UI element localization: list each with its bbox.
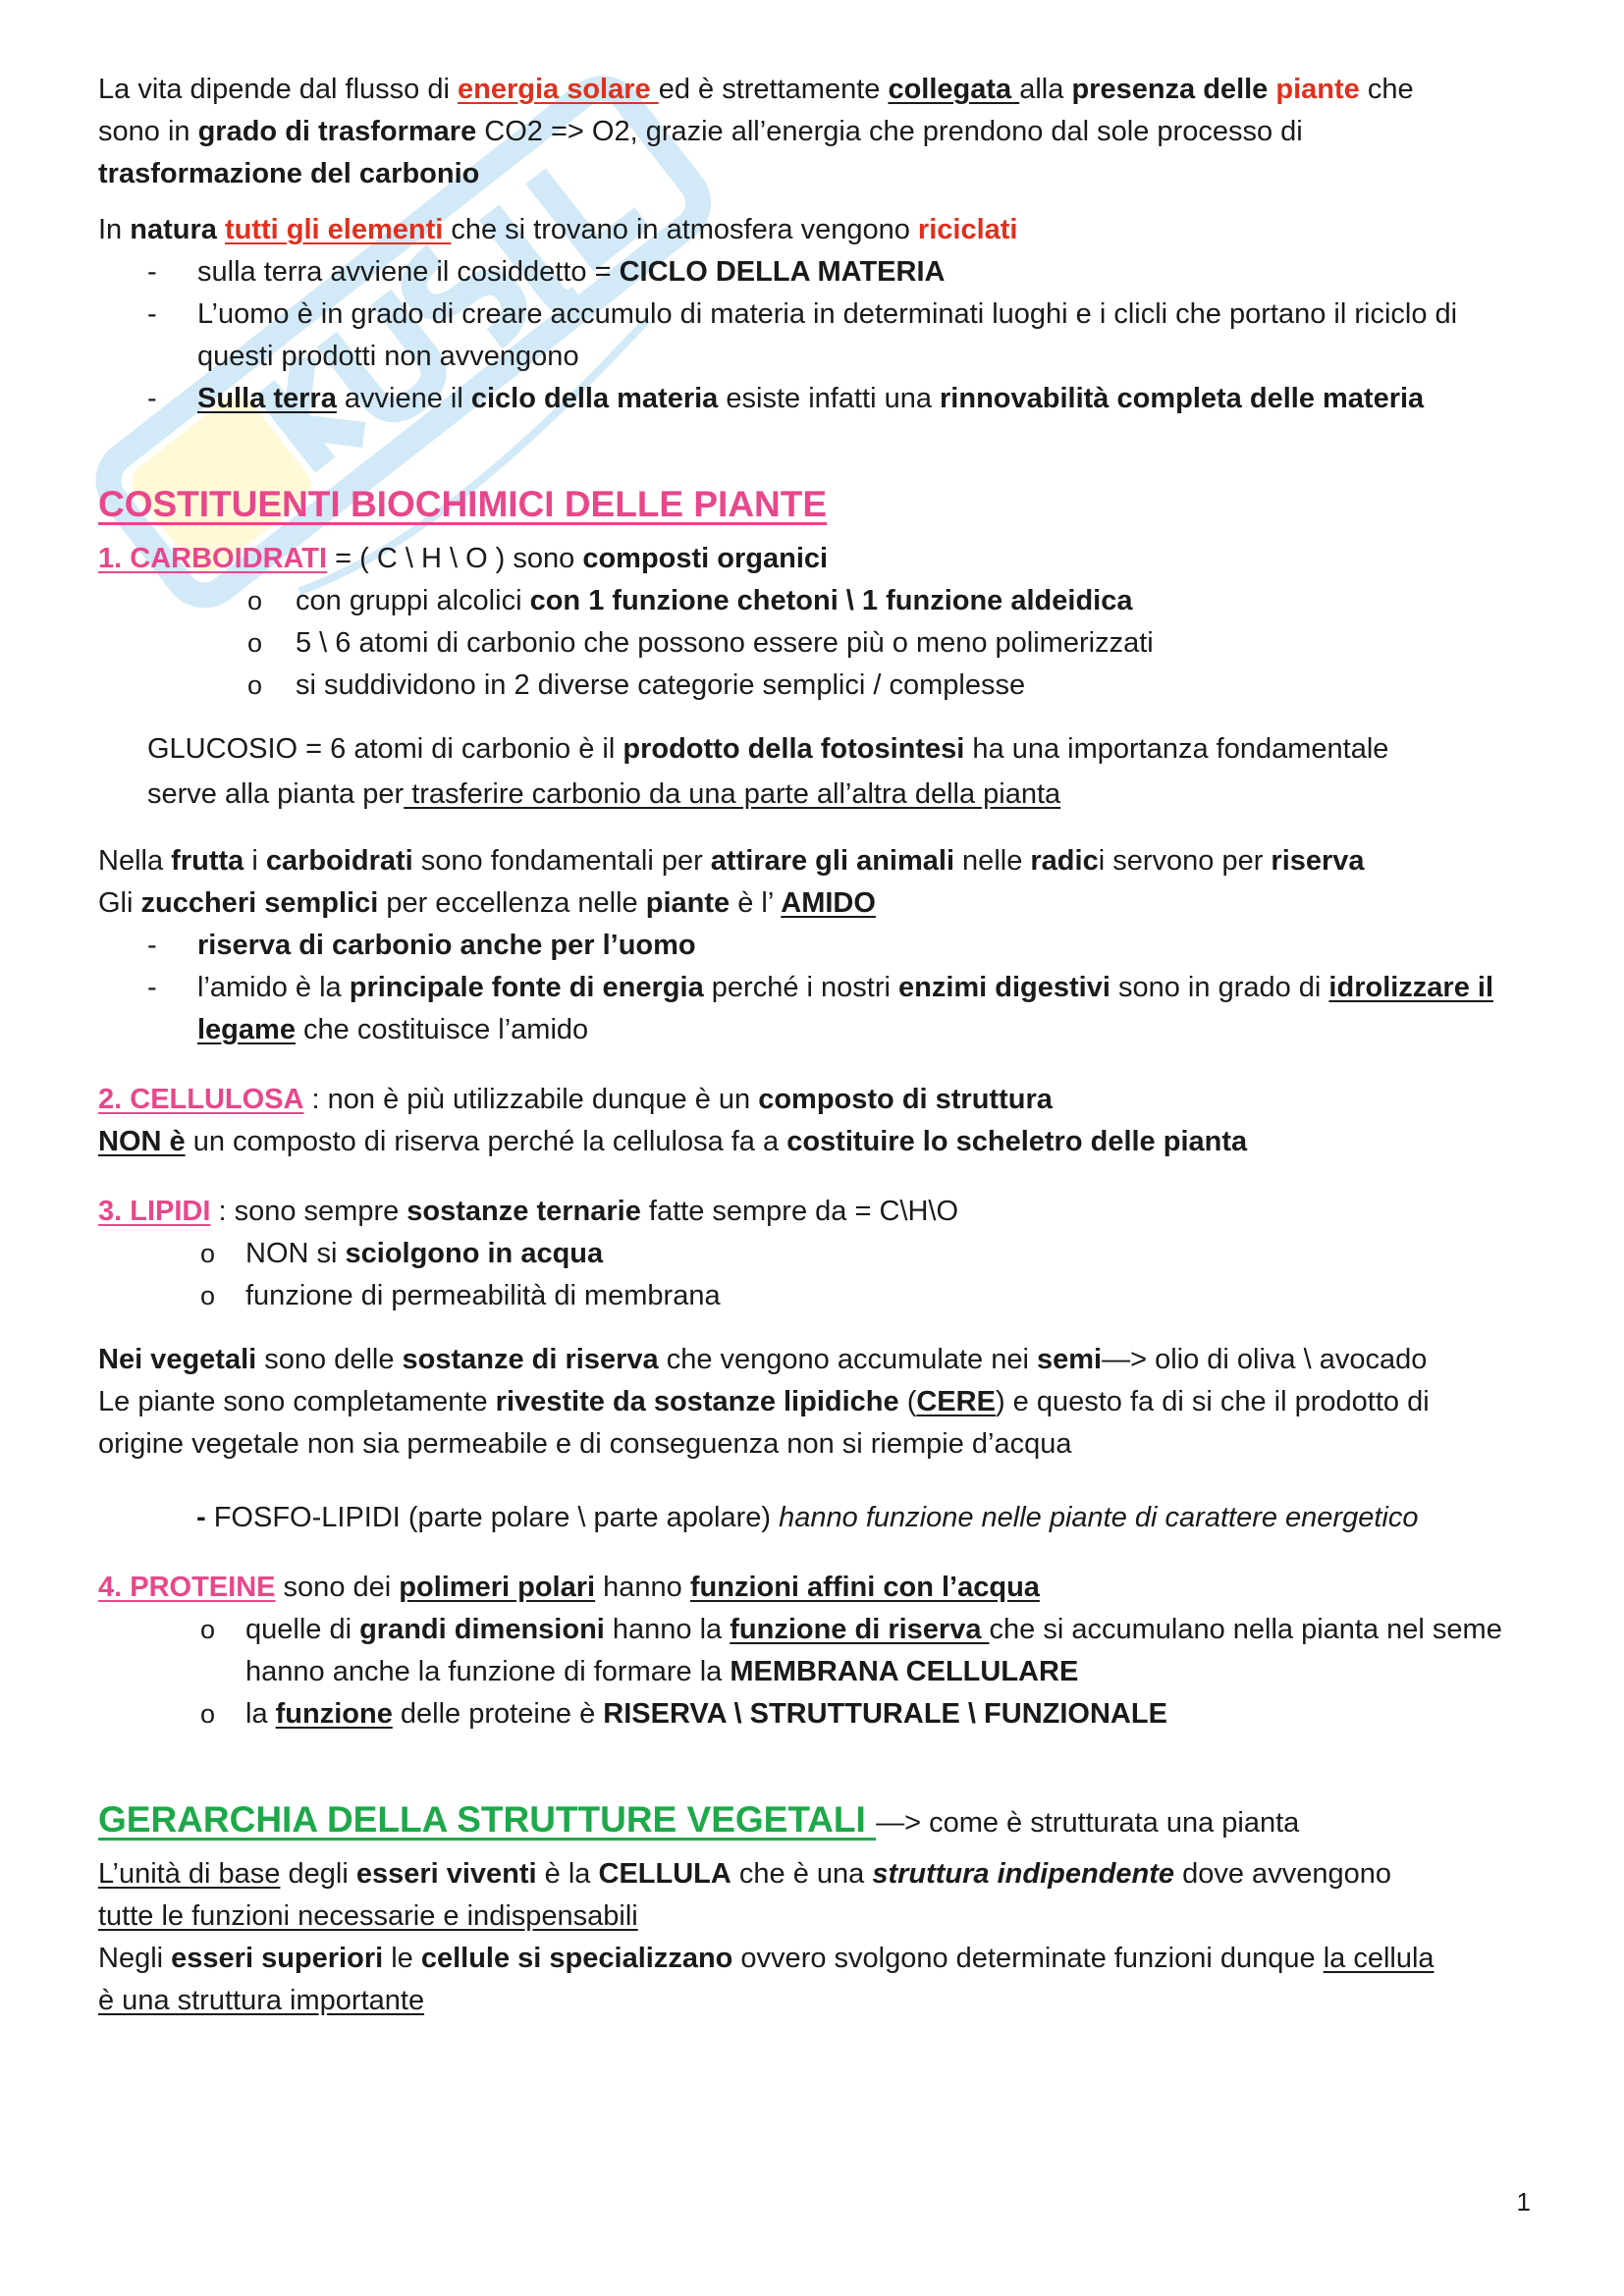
gerarchia-line-2: tutte le funzioni necessarie e indispensabili [98,1900,638,1932]
frutta-line-1: Nella frutta i carboidrati sono fondamentali per attirare gli animali nelle radici servono per riserva [98,845,1365,877]
gerarchia-line-1: L’unità di base degli esseri viventi è la CELLULA che è una struttura indipendente dove avvengono [98,1858,1391,1890]
list-item: - l’amido è la principale fonte di energia perché i nostri enzimi digestivi sono in grado di idrolizzare il legame che costituisce l’amido [98,967,1532,1051]
list-item: - Sulla terra avviene il ciclo della materia esiste infatti una rinnovabilità completa delle materia [98,378,1532,420]
intro-line-1: La vita dipende dal flusso di energia solare ed è strettamente collegata alla presenza delle piante che [98,74,1414,105]
intro-line-3: trasformazione del carbonio [98,158,480,189]
frutta-line-2: Gli zuccheri semplici per eccellenza nelle piante è l’ AMIDO [98,887,876,919]
list-item: o 5 \ 6 atomi di carbonio che possono essere più o meno polimerizzati [247,627,1154,659]
list-item: o con gruppi alcolici con 1 funzione chetoni \ 1 funzione aldeidica [247,585,1133,616]
lipidi-heading: 3. LIPIDI : sono sempre sostanze ternarie fatte sempre da = C\H\O [98,1196,959,1227]
list-item: o si suddividono in 2 diverse categorie semplici / complesse [247,669,1026,701]
cellulosa-line-2: NON è un composto di riserva perché la cellulosa fa a costituire lo scheletro delle pianta [98,1126,1248,1157]
vegetali-line-3: origine vegetale non sia permeabile e di conseguenza non si riempie d’acqua [98,1428,1072,1460]
document-page [98,69,1532,2022]
page-number: 1 [1516,2187,1531,2216]
vegetali-line-2: Le piante sono completamente rivestite da sostanze lipidiche (CERE) e questo fa di si che il prodotto di [98,1386,1430,1417]
glucosio-line-2: serve alla pianta per trasferire carbonio da una parte all’altra della pianta [147,778,1061,810]
list-item: - riserva di carbonio anche per l’uomo [98,925,1532,967]
natura-line: In natura tutti gli elementi che si trovano in atmosfera vengono riciclati [98,214,1018,245]
list-item: o NON si sciolgono in acqua [200,1238,604,1269]
intro-line-2: sono in grado di trasformare CO2 => O2, grazie all’energia che prendono dal sole processo di [98,116,1303,147]
heading-costituenti: COSTITUENTI BIOCHIMICI DELLE PIANTE [98,484,828,524]
gerarchia-line-3: Negli esseri superiori le cellule si specializzano ovvero svolgono determinate funzioni dunque la cellula [98,1943,1435,1974]
glucosio-line-1: GLUCOSIO = 6 atomi di carbonio è il prodotto della fotosintesi ha una importanza fondamentale [147,733,1389,765]
list-item: - sulla terra avviene il cosiddetto = CICLO DELLA MATERIA [98,251,1532,294]
carboidrati-heading: 1. CARBOIDRATI = ( C \ H \ O ) sono composti organici [98,543,829,574]
vegetali-line-1: Nei vegetali sono delle sostanze di riserva che vengono accumulate nei semi—> olio di oliva \ avocado [98,1344,1428,1375]
fosfolipidi-line: - FOSFO-LIPIDI (parte polare \ parte apolare) hanno funzione nelle piante di carattere energetico [196,1502,1419,1533]
list-item: o quelle di grandi dimensioni hanno la funzione di riserva che si accumulano nella pianta nel seme hanno anche la funzione di formare la MEMBRANA CELLULARE [200,1614,1502,1687]
list-item: - L’uomo è in grado di creare accumulo di materia in determinati luoghi e i clicli che portano il riciclo di questi prodotti non avvengono [98,294,1532,378]
proteine-heading: 4. PROTEINE sono dei polimeri polari hanno funzioni affini con l’acqua [98,1572,1040,1603]
heading-gerarchia: GERARCHIA DELLA STRUTTURE VEGETALI —> come è strutturata una pianta [98,1799,1300,1840]
list-item: o la funzione delle proteine è RISERVA \ STRUTTURALE \ FUNZIONALE [200,1698,1167,1730]
list-item: o funzione di permeabilità di membrana [200,1280,721,1311]
cellulosa-line-1: 2. CELLULOSA : non è più utilizzabile dunque è un composto di struttura [98,1084,1053,1115]
gerarchia-line-4: è una struttura importante [98,1985,425,2016]
